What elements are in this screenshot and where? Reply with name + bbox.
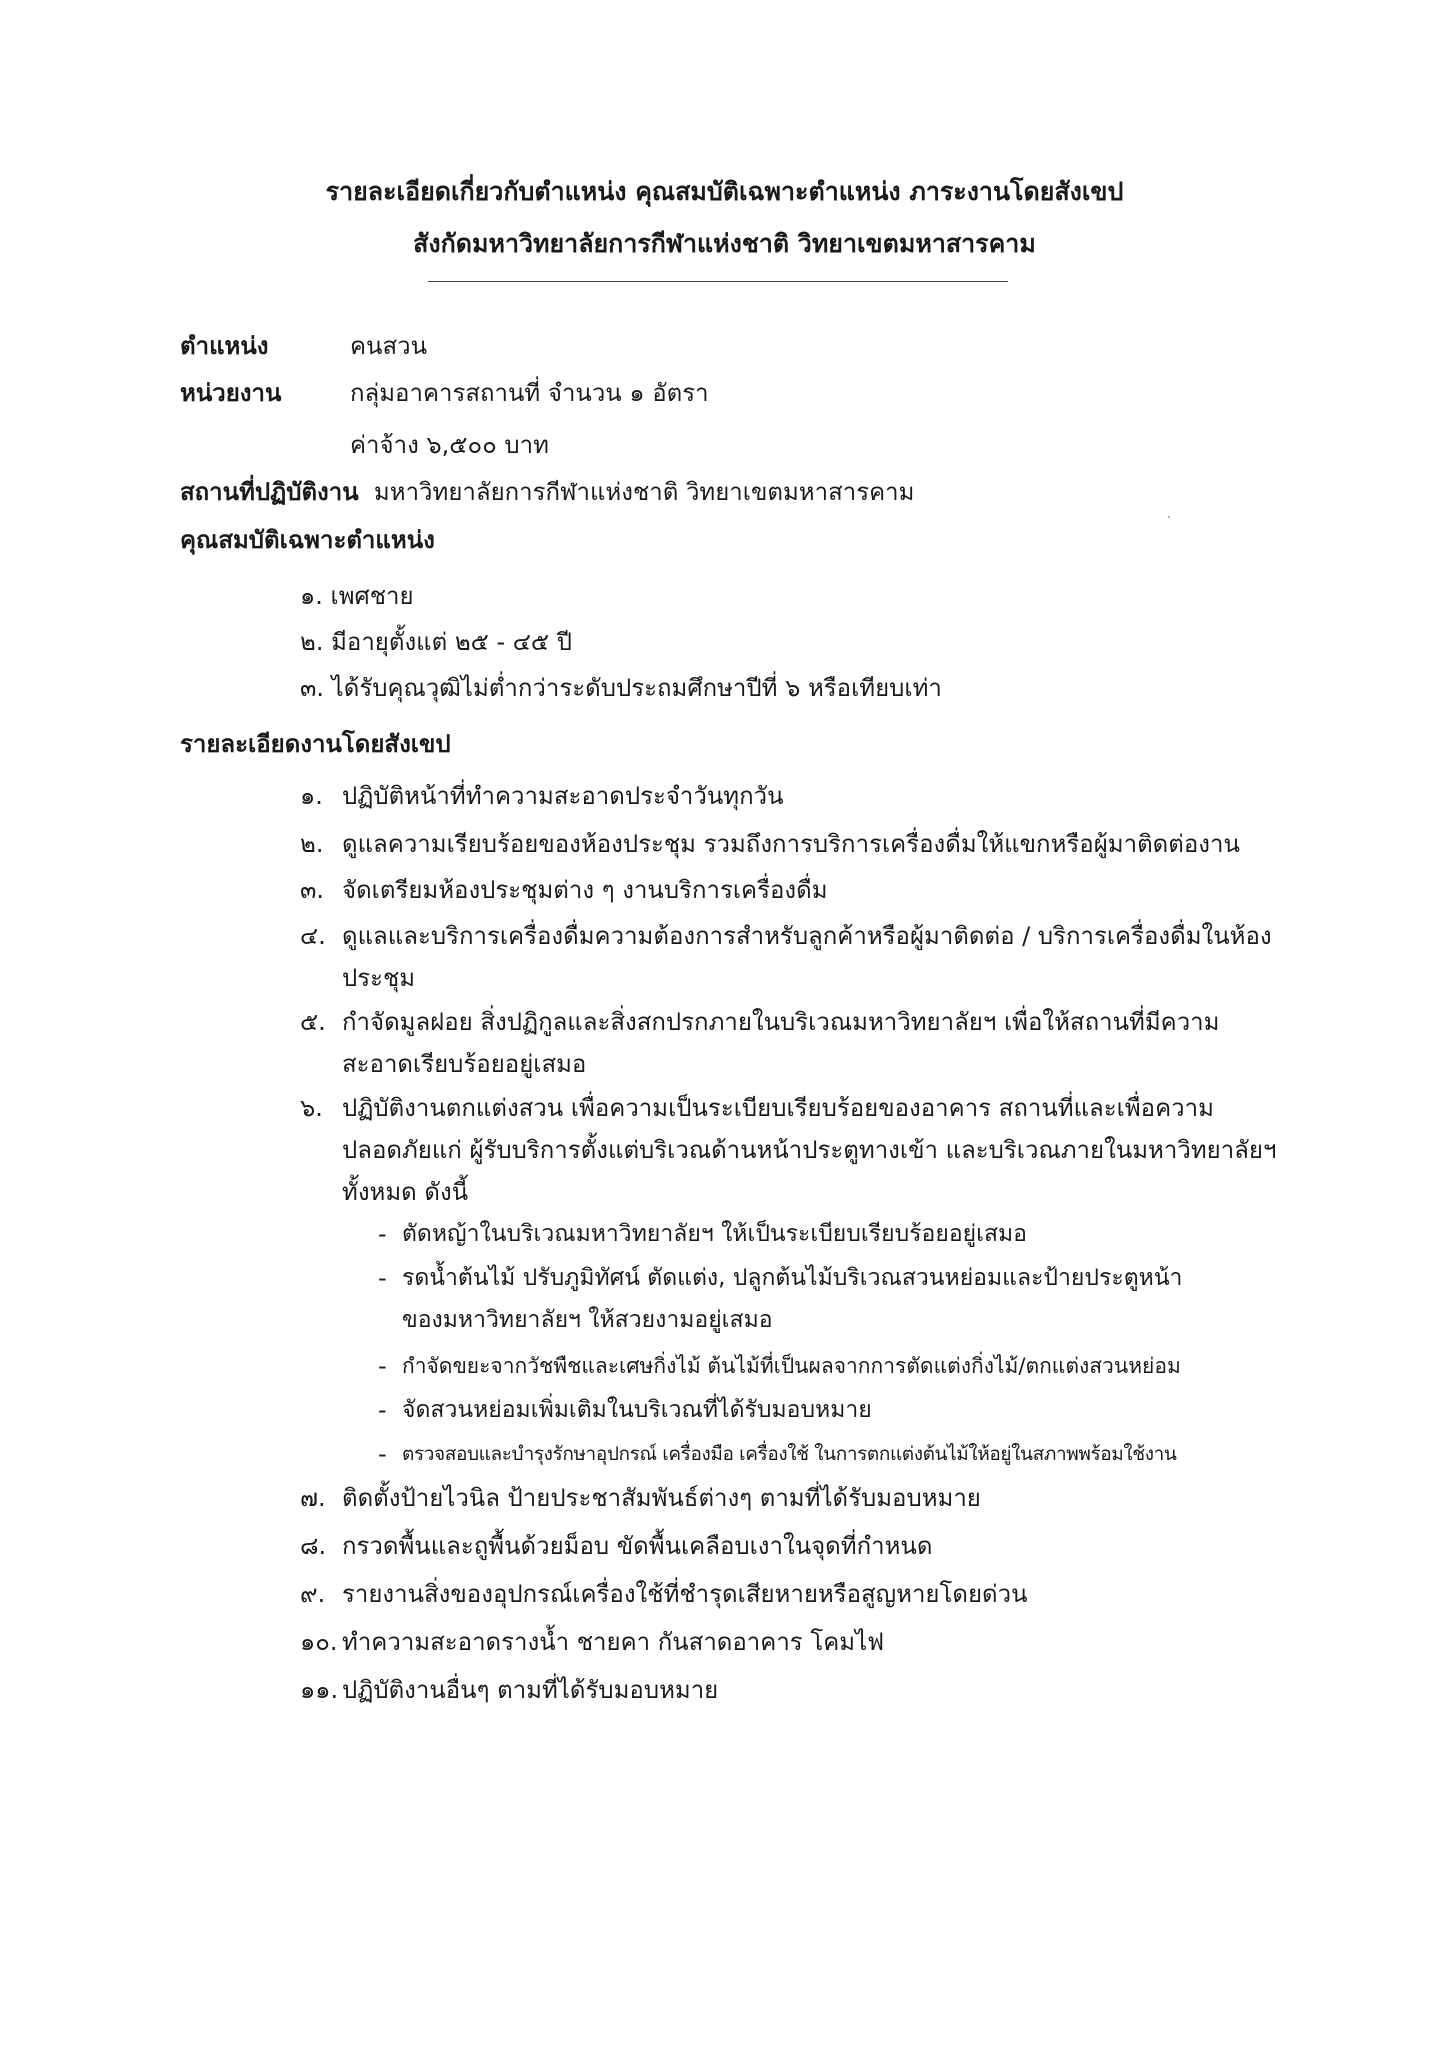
duty-text: กรวดพื้นและถูพื้นด้วยม็อบ ขัดพื้นเคลือบเงาในจุดที่กำหนด [342, 1532, 933, 1560]
duty-text-continued: สะอาดเรียบร้อยอยู่เสมอ [342, 1050, 587, 1078]
duty-text: ติดตั้งป้ายไวนิล ป้ายประชาสัมพันธ์ต่างๆ ตามที่ได้รับมอบหมาย [342, 1484, 981, 1512]
duty-text-continued: ทั้งหมด ดังนี้ [342, 1178, 469, 1206]
sub-bullet-dash: - [378, 1440, 387, 1468]
duty-text-continued: ปลอดภัยแก่ ผู้รับบริการตั้งแต่บริเวณด้านหน้าประตูทางเข้า และบริเวณภายในมหาวิทยาลัยฯ [342, 1136, 1277, 1164]
sub-bullet-dash: - [378, 1352, 387, 1380]
workplace-line [180, 476, 914, 508]
duty-number: ๑๐. [300, 1628, 338, 1656]
qualification-item: ๓. ได้รับคุณวุฒิไม่ต่ำกว่าระดับประถมศึกษาปีที่ ๖ หรือเทียบเท่า [300, 674, 942, 702]
duty-number: ๔. [300, 922, 326, 950]
unit-label: หน่วยงาน [180, 379, 282, 407]
duty-number: ๖. [300, 1094, 323, 1122]
qualification-item: ๑. เพศชาย [300, 582, 414, 610]
sub-bullet-text: ตรวจสอบและบำรุงรักษาอุปกรณ์ เครื่องมือ เครื่องใช้ ในการตกแต่งต้นไม้ให้อยู่ในสภาพพร้อมใช้งาน [402, 1443, 1177, 1465]
duty-text: ปฏิบัติงานตกแต่งสวน เพื่อความเป็นระเบียบเรียบร้อยของอาคาร สถานที่และเพื่อความ [342, 1094, 1214, 1122]
workplace-label: สถานที่ปฏิบัติงาน [180, 478, 359, 506]
sub-bullet-dash: - [378, 1264, 387, 1292]
position-label: ตำแหน่ง [180, 332, 269, 360]
duty-text: กำจัดมูลฝอย สิ่งปฏิกูลและสิ่งสกปรกภายในบริเวณมหาวิทยาลัยฯ เพื่อให้สถานที่มีความ [342, 1008, 1220, 1036]
sub-bullet-text-continued: ของมหาวิทยาลัยฯ ให้สวยงามอยู่เสมอ [402, 1307, 773, 1333]
duty-text: ปฏิบัติหน้าที่ทำความสะอาดประจำวันทุกวัน [342, 782, 784, 810]
duty-number: ๘. [300, 1532, 327, 1560]
duty-text: ดูแลและบริการเครื่องดื่มความต้องการสำหรับลูกค้าหรือผู้มาติดต่อ / บริการเครื่องดื่มในห้อง [342, 922, 1272, 950]
duty-text: ปฏิบัติงานอื่นๆ ตามที่ได้รับมอบหมาย [342, 1676, 719, 1704]
qualifications-heading: คุณสมบัติเฉพาะตำแหน่ง [180, 526, 435, 554]
duty-number: ๕. [300, 1008, 326, 1036]
duty-number: ๗. [300, 1484, 326, 1512]
duty-text: รายงานสิ่งของอุปกรณ์เครื่องใช้ที่ชำรุดเสียหายหรือสูญหายโดยด่วน [342, 1580, 1028, 1608]
sub-bullet-text: ตัดหญ้าในบริเวณมหาวิทยาลัยฯ ให้เป็นระเบียบเรียบร้อยอยู่เสมอ [402, 1221, 1027, 1247]
title-underline [428, 281, 1008, 282]
sub-bullet-text: จัดสวนหย่อมเพิ่มเติมในบริเวณที่ได้รับมอบหมาย [402, 1397, 872, 1423]
duty-text: จัดเตรียมห้องประชุมต่าง ๆ งานบริการเครื่องดื่ม [342, 876, 828, 904]
scan-speck [1168, 516, 1170, 518]
duties-heading: รายละเอียดงานโดยสังเขป [180, 730, 451, 758]
duty-text-continued: ประชุม [342, 964, 416, 992]
duty-number: ๙. [300, 1580, 326, 1608]
duty-number: ๓. [300, 876, 325, 904]
duty-number: ๑๑. [300, 1676, 339, 1704]
duty-number: ๑. [300, 782, 323, 810]
sub-bullet-text: รดน้ำต้นไม้ ปรับภูมิทัศน์ ตัดแต่ง, ปลูกต้นไม้บริเวณสวนหย่อมและป้ายประตูหน้า [402, 1265, 1183, 1291]
sub-bullet-dash: - [378, 1396, 387, 1424]
unit-value: กลุ่มอาคารสถานที่ จำนวน ๑ อัตรา [350, 379, 709, 407]
position-value: คนสวน [350, 332, 427, 360]
sub-bullet-dash: - [378, 1220, 387, 1248]
duty-number: ๒. [300, 830, 324, 858]
duty-text: ดูแลความเรียบร้อยของห้องประชุม รวมถึงการบริการเครื่องดื่มให้แขกหรือผู้มาติดต่องาน [342, 830, 1240, 858]
sub-bullet-text: กำจัดขยะจากวัชพืชและเศษกิ่งไม้ ต้นไม้ที่เป็นผลจากการตัดแต่งกิ่งไม้/ตกแต่งสวนหย่อม [402, 1354, 1181, 1378]
duty-text: ทำความสะอาดรางน้ำ ชายคา กันสาดอาคาร โคมไฟ [342, 1628, 885, 1656]
qualification-item: ๒. มีอายุตั้งแต่ ๒๕ - ๔๕ ปี [300, 628, 572, 656]
wage-value: ค่าจ้าง ๖,๕๐๐ บาท [350, 431, 549, 459]
workplace-value: มหาวิทยาลัยการกีฬาแห่งชาติ วิทยาเขตมหาสารคาม [373, 478, 915, 506]
document-title-line-1: รายละเอียดเกี่ยวกับตำแหน่ง คุณสมบัติเฉพาะตำแหน่ง ภาระงานโดยสังเขป [325, 177, 1124, 206]
document-title-line-2: สังกัดมหาวิทยาลัยการกีฬาแห่งชาติ วิทยาเขตมหาสารคาม [413, 229, 1036, 258]
